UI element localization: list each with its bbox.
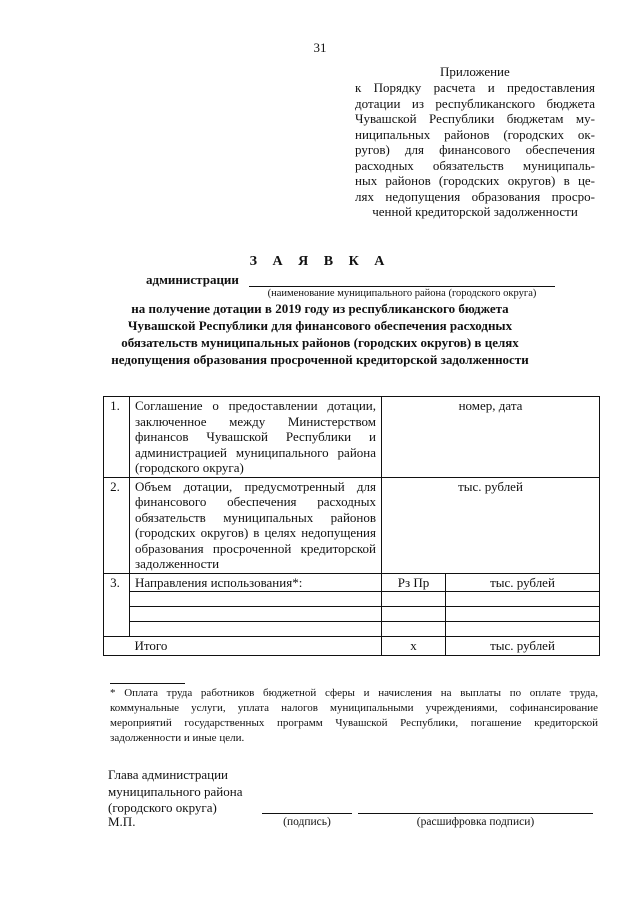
blank-cell[interactable] xyxy=(130,592,382,607)
admin-name-field-line[interactable] xyxy=(249,286,555,287)
table-row xyxy=(104,477,600,573)
row-number: 2. xyxy=(104,477,130,573)
document-title: З А Я В К А xyxy=(249,254,391,269)
purpose-heading xyxy=(0,300,640,368)
appendix-body xyxy=(355,80,595,220)
application-table xyxy=(103,396,600,656)
row-value: тыс. рублей xyxy=(446,573,600,592)
blank-cell[interactable] xyxy=(446,607,600,622)
admin-name-hint: (наименование муниципального района (городского округа) xyxy=(267,288,537,299)
signature-field-line[interactable] xyxy=(262,813,352,814)
table-row xyxy=(104,397,600,478)
signatory-title xyxy=(108,767,242,817)
purpose-line: на получение дотации в 2019 году из республиканского бюджета xyxy=(131,301,509,316)
purpose-line: недопущения образования просроченной кредиторской задолженности xyxy=(111,352,529,367)
appendix-line: ругов) для финансового обеспечения xyxy=(355,142,595,157)
admin-label: администрации xyxy=(146,272,239,287)
appendix-line: Чувашской Республики бюджетам му- xyxy=(355,111,595,126)
table-row-blank xyxy=(104,622,600,637)
appendix-line: ниципальных районов (городских ок- xyxy=(355,126,595,142)
seal-place: М.П. xyxy=(108,814,136,829)
signature-decode-label: (расшифровка подписи) xyxy=(416,816,535,828)
row-description: Соглашение о предоставлении дотации, заключенное между Министерством финансов Чувашской Республики и администрацией муниципального района (городского округа) xyxy=(130,397,382,478)
appendix-line: ченной кредиторской задолженности xyxy=(372,204,578,219)
blank-cell[interactable] xyxy=(130,607,382,622)
signatory-line: муниципального района xyxy=(108,783,243,799)
total-code: х xyxy=(382,637,446,656)
blank-cell[interactable] xyxy=(382,607,446,622)
purpose-line: обязательств муниципальных районов (городских округов) в целях xyxy=(121,335,519,350)
blank-cell[interactable] xyxy=(446,622,600,637)
blank-cell xyxy=(104,637,130,656)
signatory-line: Глава администрации xyxy=(108,767,229,782)
row-value[interactable]: тыс. рублей xyxy=(382,477,600,573)
table-row-blank xyxy=(104,607,600,622)
table-row xyxy=(104,573,600,592)
signature-decode-field-line[interactable] xyxy=(358,813,593,814)
row-code: Рз Пр xyxy=(382,573,446,592)
blank-cell[interactable] xyxy=(446,592,600,607)
row-description: Объем дотации, предусмотренный для финансового обеспечения расходных обязательств муниципальных районов (городских округов) в целях недопущения образования просроченной кредиторской задолженности xyxy=(130,477,382,573)
appendix-line: расходных обязательств муниципаль- xyxy=(355,157,595,173)
table-row-blank xyxy=(104,592,600,607)
appendix-title: Приложение xyxy=(440,64,510,79)
footnote-rule xyxy=(110,683,185,684)
appendix-line: ных районов (городских округов) в це- xyxy=(355,173,595,188)
appendix-line: дотации из республиканского бюджета xyxy=(355,95,595,111)
row-value[interactable]: номер, дата xyxy=(382,397,600,478)
total-value[interactable]: тыс. рублей xyxy=(446,637,600,656)
total-label: Итого xyxy=(130,637,382,656)
signature-label: (подпись) xyxy=(283,816,331,828)
blank-cell[interactable] xyxy=(130,622,382,637)
table-row-total xyxy=(104,637,600,656)
page-number: 31 xyxy=(313,40,327,55)
purpose-line: Чувашской Республики для финансового обеспечения расходных xyxy=(127,318,513,333)
signatory-line: (городского округа) xyxy=(108,800,217,815)
row-number: 1. xyxy=(104,397,130,478)
footnote: * Оплата труда работников бюджетной сферы и начисления на выплаты по оплате труда, коммунальные услуги, уплата налогов муниципальными учреждениями, софинансирование мероприятий государственных программ Чувашской Республики, погашение кредиторской задолженности и иные цели. xyxy=(110,687,598,744)
blank-cell[interactable] xyxy=(382,622,446,637)
row-description: Направления использования*: xyxy=(130,573,382,592)
blank-cell[interactable] xyxy=(382,592,446,607)
row-number: 3. xyxy=(104,573,130,637)
appendix-line: лях недопущения образования просро- xyxy=(355,188,595,204)
appendix-line: к Порядку расчета и предоставления xyxy=(355,80,595,95)
